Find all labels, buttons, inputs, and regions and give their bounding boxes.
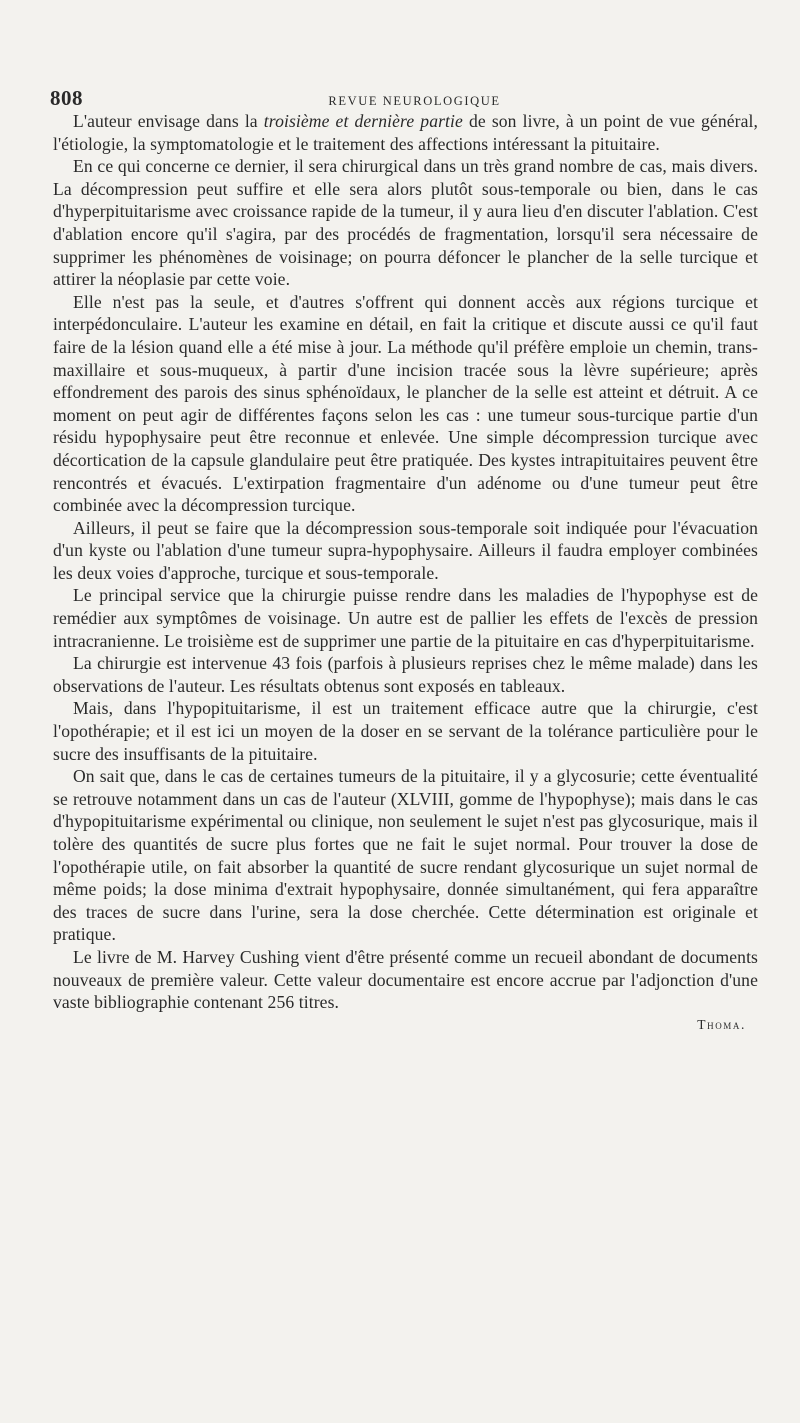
page-number: 808 — [50, 86, 83, 110]
paragraph: Ailleurs, il peut se faire que la décompression sous-temporale soit indiquée pour l'évacuation d'un kyste ou l'ablation d'une tumeur supra-hypophysaire. Ailleurs il faudra employer combinées les deux voies d'approche, turcique et sous-temporale. — [53, 517, 758, 583]
italic-emphasis: troisième et dernière partie — [263, 111, 463, 131]
paragraph-text: L'auteur envisage dans la — [73, 111, 264, 131]
paragraph: En ce qui concerne ce dernier, il sera chirurgical dans un très grand nombre de cas, mais divers. La décompression peut suffire et elle sera alors plutôt sous-temporale ou bien, dans le cas d'hyperpituitarisme avec croissance rapide de la tumeur, il y aura lieu d'en discuter l'ablation. C'est d'ablation encore qu'il s'agira, par des procédés de fragmentation, lorsqu'il sera nécessaire de supprimer les phénomènes de voisinage; on pourra défoncer le plancher de la selle turcique et attirer la néoplasie par cette voie. — [53, 156, 758, 290]
paragraph-text: de son livre, à un point de vue général, l'étiologie, la symptomatologie et le traitement des affections intéressant la pituitaire. — [53, 111, 759, 154]
paragraph: Elle n'est pas la seule, et d'autres s'offrent qui donnent accès aux régions turcique et interpédonculaire. L'auteur les examine en détail, en fait la critique et discute aussi ce qu'il faut faire de la lésion quand elle a été mise à jour. La méthode qu'il préfère emploie un chemin, trans-maxillaire et sous-muqueux, à partir d'une incision tracée sous la lèvre supérieure; après effondrement des parois des sinus sphénoïdaux, le plancher de la selle est atteint et détruit. A ce moment on peut agir de différentes façons selon les cas : une tumeur sous-turcique partie d'un résidu hypophysaire peut être reconnue et enlevée. Une simple décompression turcique avec décortication de la capsule glandulaire peut être pratiquée. Des kystes intrapituitaires peuvent être rencontrés et évacués. L'extirpation fragmentaire d'un adénome ou d'une tumeur peut être combinée avec la décompression turcique. — [53, 291, 758, 516]
paragraph: On sait que, dans le cas de certaines tumeurs de la pituitaire, il y a glycosurie; cette éventualité se retrouve notamment dans un cas de l'auteur (XLVIII, gomme de l'hypophyse); mais dans le cas d'hypopituitarisme expérimental ou clinique, non seulement le sujet n'est pas glycosurique, mais il tolère des quantités de sucre plus fortes que ne fait le sujet normal. Pour trouver la dose de l'opothérapie utile, on fait absorber la quantité de sucre rendant glycosurique un sujet normal de même poids; la dose minima d'extrait hypophysaire, donnée simultanément, qui fera apparaître des traces de sucre dans l'urine, sera la dose cherchée. Cette détermination est originale et pratique. — [53, 766, 758, 945]
running-head: REVUE NEUROLOGIQUE — [328, 94, 501, 108]
paragraph — [53, 110, 758, 155]
paragraph: La chirurgie est intervenue 43 fois (parfois à plusieurs reprises chez le même malade) dans les observations de l'auteur. Les résultats obtenus sont exposés en tableaux. — [53, 653, 758, 696]
paragraph: Mais, dans l'hypopituitarisme, il est un traitement efficace autre que la chirurgie, c'est l'opothérapie; et il est ici un moyen de la doser en se servant de la tolérance particulière pour le sucre des insuffisants de la pituitaire. — [53, 698, 758, 764]
article-body — [53, 110, 758, 1014]
paragraph: Le livre de M. Harvey Cushing vient d'être présenté comme un recueil abondant de documents nouveaux de première valeur. Cette valeur documentaire est encore accrue par l'adjonction d'une vaste bibliographie contenant 256 titres. — [53, 946, 758, 1013]
page-header — [50, 80, 758, 110]
author-signature: Thoma. — [697, 1016, 746, 1032]
paragraph: Le principal service que la chirurgie puisse rendre dans les maladies de l'hypophyse est de remédier aux symptômes de voisinage. Un autre est de pallier les effets de l'excès de pression intracranienne. Le troisième est de supprimer une partie de la pituitaire en cas d'hyperpituitarisme. — [53, 585, 758, 651]
